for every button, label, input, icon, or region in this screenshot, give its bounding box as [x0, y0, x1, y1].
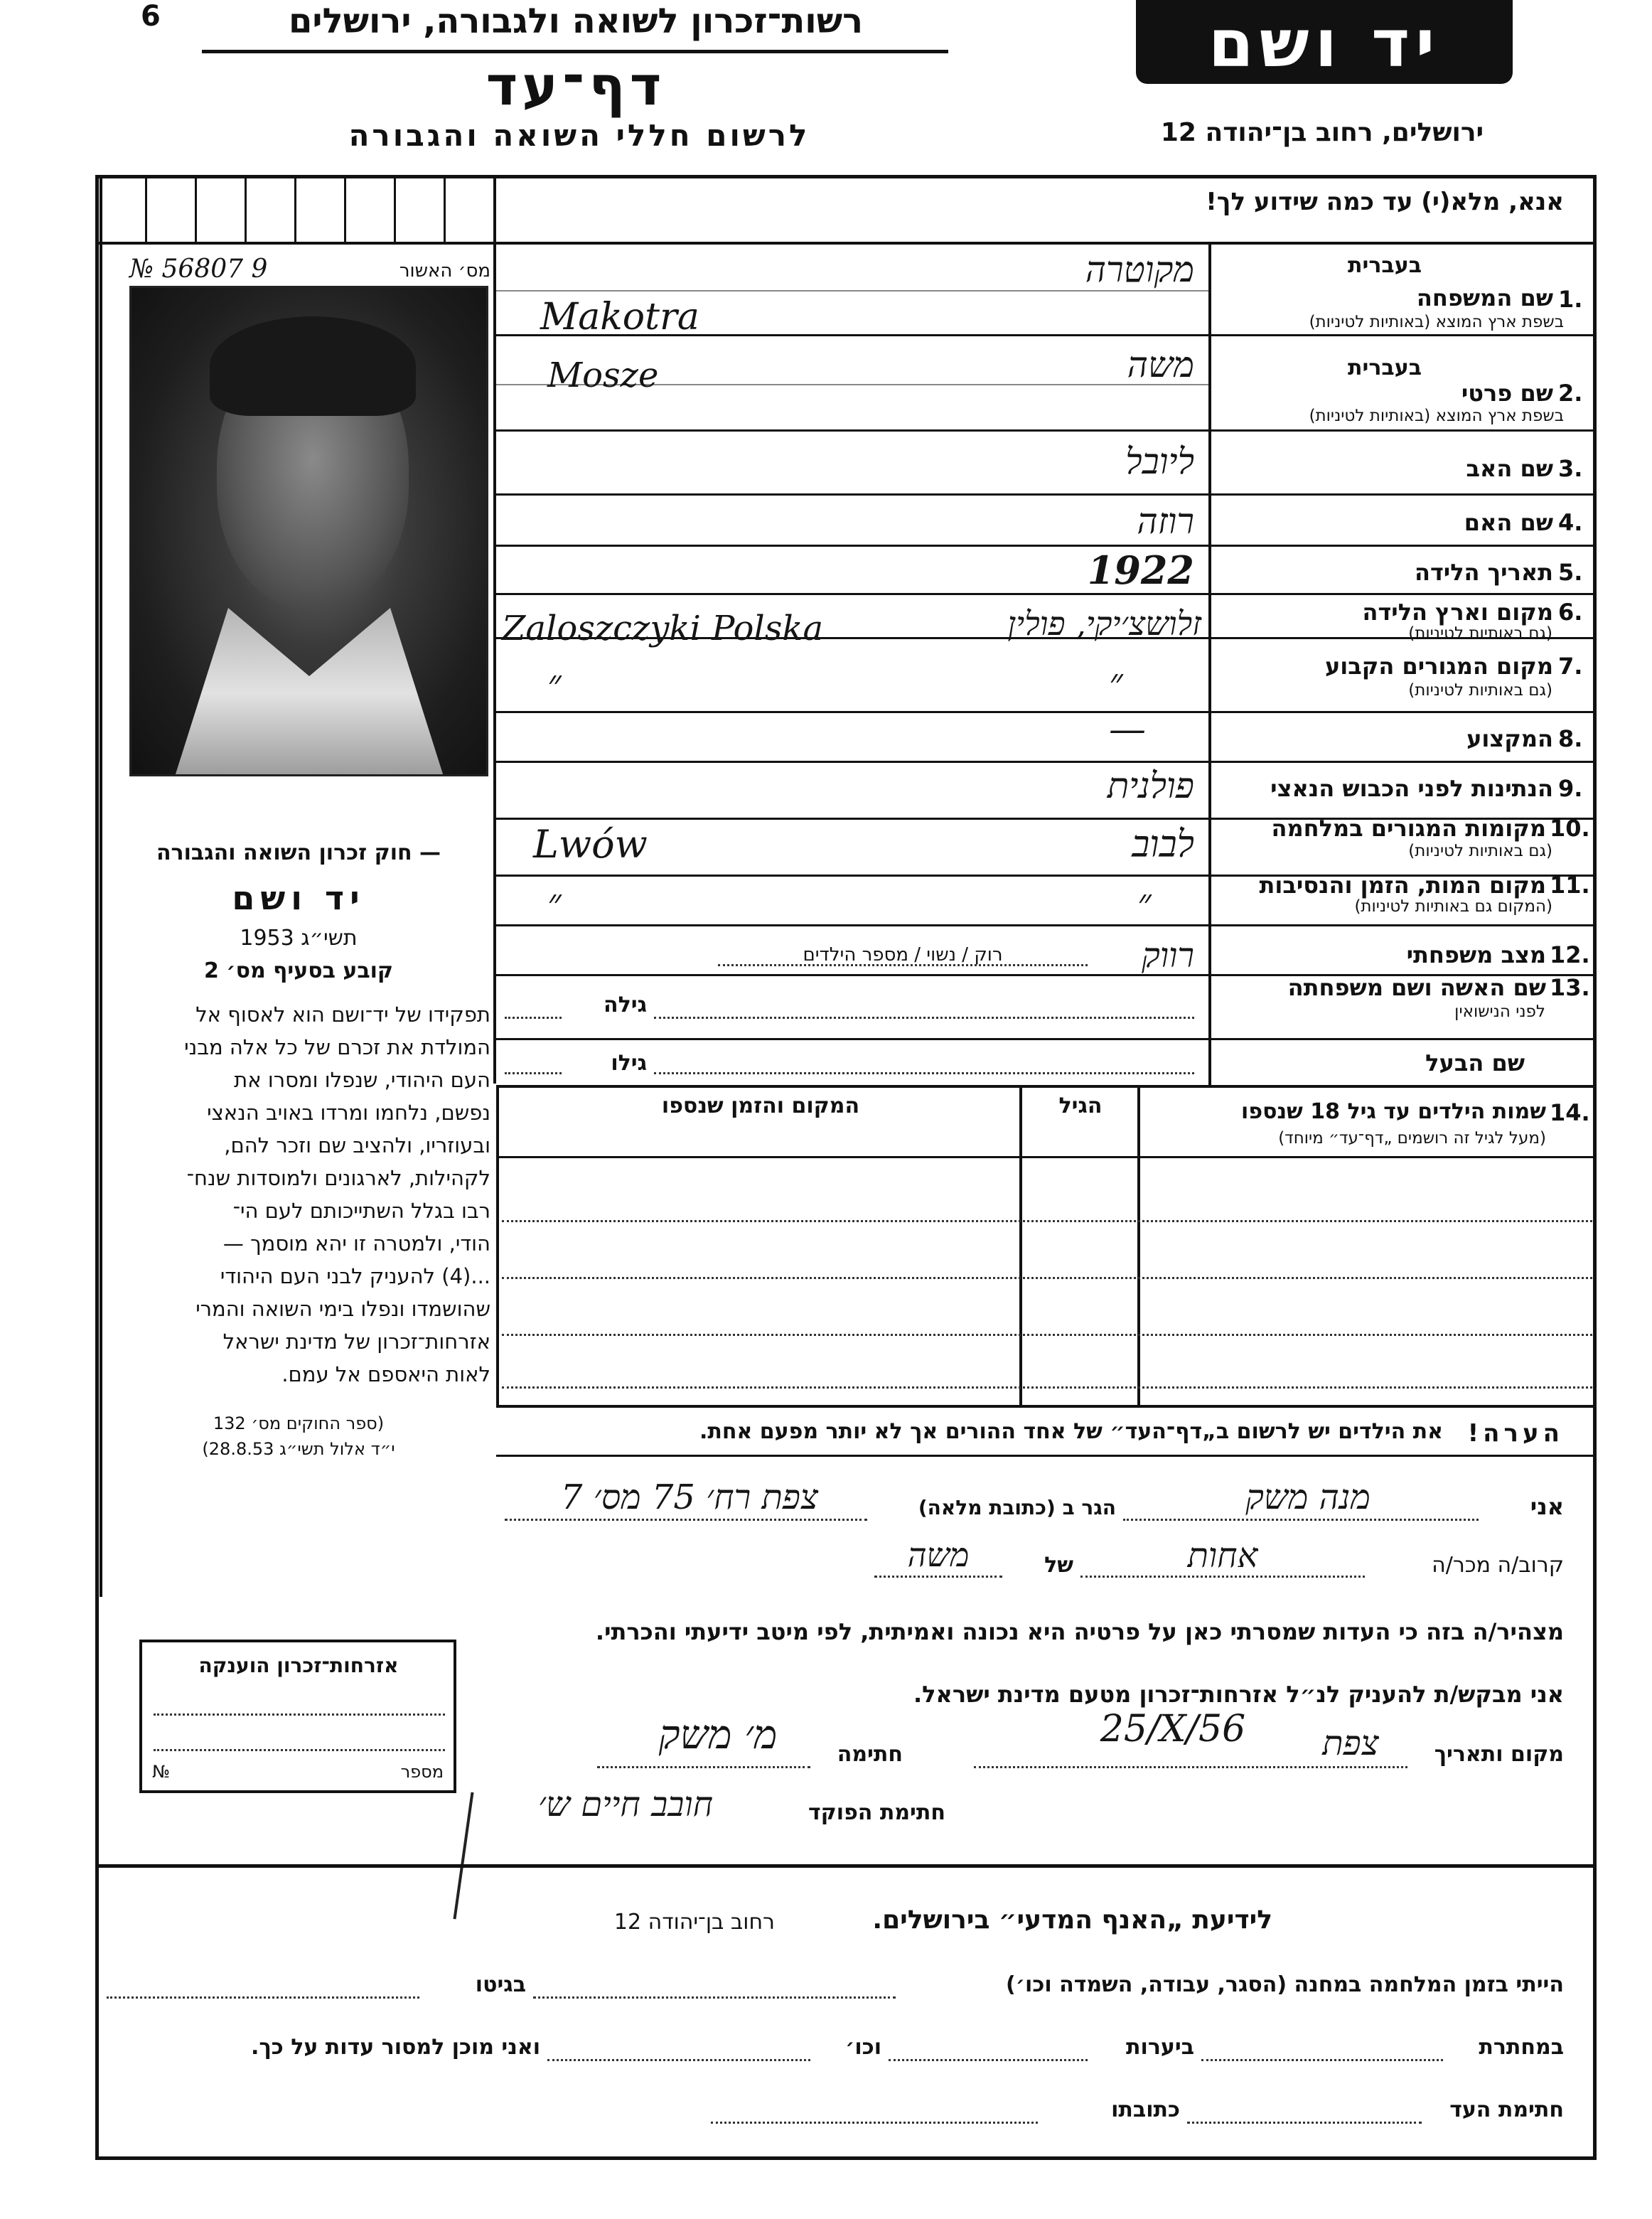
decl-statement2: אני מבקש/ת להעניק לנ״ל אזרחות־זכרון מטעם מדינת ישראל. [913, 1681, 1564, 1708]
law-line: שהושמדו ונפלו בימי השואה והמרי [195, 1297, 490, 1321]
field7-value-hebrew: ״ [1109, 661, 1123, 704]
law-line: תפקידו של יד־ושם הוא לאסוף אל [195, 1002, 490, 1027]
left-border [100, 175, 102, 1597]
law-line: אזרחות־זכרון של מדינת ישראל [222, 1330, 490, 1354]
decl-date: 25/X/56 [1100, 1708, 1246, 1750]
decl-name: מנה משק [1245, 1477, 1371, 1517]
field1-value-latin: Makotra [540, 296, 699, 338]
field1-hebrew-tag: בעברית [1348, 253, 1422, 278]
law-source1: (ספר החוקים מס׳ 132 [213, 1413, 385, 1433]
field12-options: רוק / נשוי / מספר הילדים [803, 944, 1003, 966]
field12-label: מצב משפחתי [1406, 941, 1546, 968]
logo-text: יד ושם [1208, 6, 1441, 82]
law-line: המולדת את זכרם של כל אלה מבני [184, 1035, 490, 1059]
bottom-heading: לידיעת „האנף המדעי״ בירושלים. [872, 1905, 1272, 1935]
law-line: הודי, ולמטרה זו יהא מוסמך — [222, 1231, 490, 1256]
decl-officer-signature: חובב חיים ש׳ [537, 1785, 714, 1824]
law-line: לקהילות, לארגונים ולמוסדות שנח־ [186, 1166, 490, 1190]
children-col-divider-3 [496, 1085, 499, 1405]
field13-label: שם האשה ושם משפחתה [1287, 974, 1546, 1001]
field7-label: מקום המגורים הקבוע [1324, 653, 1553, 680]
field3-value: ליובל [1125, 441, 1194, 482]
field11-sub: (המקום גם באותיות לטיניות) [1354, 897, 1552, 916]
field2-hebrew-tag: בעברית [1348, 355, 1422, 380]
children-col-divider-1 [1137, 1085, 1140, 1405]
decl-place: צפת [1322, 1723, 1379, 1763]
field10-value-hebrew: לבוב [1132, 823, 1194, 866]
field11-number: 11. [1550, 872, 1590, 899]
children-col-age: הגיל [1058, 1094, 1103, 1118]
form-subtitle: לרשום חללי השואה והגבורה [348, 118, 810, 153]
field2-value-hebrew: משה [1127, 344, 1194, 385]
field6-value-hebrew: זלושצ׳יקי, פולין [1007, 604, 1201, 643]
husband-label: שם הבעל [1425, 1049, 1525, 1076]
photo-column-divider [493, 175, 496, 1084]
field6-number: 6. [1558, 599, 1583, 626]
field7-number: 7. [1558, 653, 1583, 680]
field5-label: תאריך הלידה [1414, 559, 1553, 586]
field2-sub: בשפת ארץ המוצא (באותיות לטיניות) [1309, 407, 1564, 425]
field7-value-latin: ״ [547, 663, 562, 705]
yad-vashem-logo [1136, 0, 1513, 84]
law-title: — חוק זכרון השואה והגבורה [156, 840, 441, 865]
law-line: לאות היאספם אל עמם. [281, 1362, 490, 1386]
field3-number: 3. [1558, 455, 1583, 482]
field10-sub: (גם באותיות לטיניות) [1408, 842, 1552, 860]
decl-lives-at: הגר ב (כתובת מלאה) [918, 1496, 1116, 1519]
decl-relation-label: קרוב/ה מכר/ה [1432, 1553, 1564, 1578]
children-label: שמות הילדים עד גיל 18 שנספו [1241, 1099, 1546, 1124]
law-line: רבו בגלל השתייכותם לעם הי־ [232, 1199, 490, 1223]
decl-address: צפת רח׳ 75 מס׳ 7 [560, 1477, 819, 1517]
decl-of-label: של [1044, 1553, 1073, 1578]
field13-sub: לפני הנישואין [1454, 1002, 1545, 1021]
header-address: ירושלים, רחוב בן־יהודה 12 [1160, 118, 1484, 147]
bottom-line1: הייתי בזמן המלחמה במחנה (הסגר, עבודה, השמדה וכו׳) [1006, 1972, 1564, 1997]
field8-label: המקצוע [1466, 725, 1553, 752]
field8-value: — [1109, 708, 1146, 751]
field8-number: 8. [1558, 725, 1583, 752]
field2-number: 2. [1558, 380, 1583, 407]
form-title: דף־עד [486, 54, 666, 117]
field9-value: פולנית [1107, 765, 1194, 806]
stamp-box-title: אזרחות־זכרון הוענקה [198, 1654, 399, 1677]
registration-number: № 56807 9 [129, 255, 268, 284]
law-name: יד ושם [232, 879, 365, 917]
field12-value: רווק [1142, 936, 1194, 975]
field1-sub: בשפת ארץ המוצא (באותיות לטיניות) [1309, 313, 1564, 331]
bottom-line3-mid: כתובתו [1111, 2097, 1180, 2122]
children-sub: (מעל לגיל זה רושמים „דף־עד״ מיוחד) [1278, 1129, 1546, 1148]
field1-value-hebrew: מקוטרה [1085, 249, 1194, 290]
field7-sub: (גם באותיות לטיניות) [1408, 681, 1552, 700]
field10-number: 10. [1550, 815, 1590, 842]
authority-underline [202, 50, 948, 53]
field6-sub: (גם באותיות לטיניות) [1408, 624, 1552, 643]
field11-label: מקום המות, הזמן והנסיבות [1259, 872, 1546, 899]
field6-label: מקום וארץ הלידה [1362, 599, 1553, 626]
decl-statement1: מצהיר/ה בזה כי העדות שמסרתי כאן על פרטיה היא נכונה ואמיתית, לפי מיטב ידיעתי והכרתי. [595, 1618, 1564, 1645]
page-number: 6 [141, 0, 161, 33]
stamp-box-number-label: מספר [400, 1762, 444, 1782]
children-col-divider-2 [1019, 1085, 1022, 1405]
field11-value-latin: ״ [547, 882, 562, 924]
field4-value: רוזה [1137, 501, 1194, 542]
field9-label: הנתינות לפני הכבוש הנאצי [1270, 775, 1553, 802]
field3-label: שם האב [1466, 455, 1553, 482]
law-text [107, 1002, 490, 1395]
law-line: העם היהודי, שנפלו ומסרו את [234, 1068, 490, 1092]
code-boxes [102, 178, 493, 242]
field5-value: 1922 [1087, 547, 1194, 593]
field9-number: 9. [1558, 775, 1583, 802]
field5-number: 5. [1558, 559, 1583, 586]
bottom-section-divider [95, 1864, 1597, 1868]
citizenship-stamp-box [139, 1640, 456, 1793]
law-source2: י״ד אלול תשי״ג 28.8.53) [202, 1439, 395, 1459]
field6-value-latin: Zaloszczyki Polska [502, 609, 824, 648]
husband-age-label: גילו [611, 1051, 647, 1076]
bottom-line3-start: חתימת העד [1449, 2097, 1564, 2122]
children-col-place: המקום והזמן שנספו [661, 1094, 860, 1118]
children-number: 14. [1550, 1099, 1590, 1126]
law-line: ובעוזריו, ולהציב שם וזכר להם, [224, 1133, 490, 1157]
portrait-photo [129, 286, 488, 776]
field2-label: שם פרטי [1461, 380, 1553, 407]
note-label: הערה! [1467, 1419, 1564, 1448]
decl-place-date-label: מקום ותאריך [1434, 1742, 1564, 1767]
field2-value-latin: Mosze [547, 355, 659, 395]
field4-label: שם האם [1464, 509, 1553, 536]
field12-number: 12. [1550, 941, 1590, 968]
law-line: ...(4) להעניק לבני העם היהודי [220, 1264, 490, 1288]
instructions: אנא, מלא(י) עד כמה שידוע לך! [1206, 188, 1564, 216]
decl-i-label: אני [1530, 1493, 1564, 1520]
bottom-line2-mid2: וכו׳ [845, 2035, 881, 2060]
field4-number: 4. [1558, 509, 1583, 536]
field13-number: 13. [1550, 974, 1590, 1001]
law-line: נפשם, נלחמו ומרדו באויב הנאצי [207, 1101, 490, 1125]
decl-of-value: משה [907, 1536, 970, 1574]
field10-value-latin: Lwów [533, 822, 648, 867]
field10-label: מקומות המגורים במלחמה [1271, 815, 1546, 842]
field13-age-label: גילה [604, 993, 647, 1017]
law-year: תשי״ג 1953 [240, 926, 358, 951]
bottom-line2-start: במחתרת [1479, 2035, 1564, 2060]
bottom-line1-end: בגיטו [475, 1972, 526, 1997]
bottom-address: רחוב בן־יהודה 12 [613, 1910, 775, 1935]
authority-title: רשות־זכרון לשואה ולגבורה, ירושלים [288, 1, 864, 41]
note-text: את הילדים יש לרשום ב„דף־העד״ של אחד ההורים אך לא יותר מפעם אחת. [699, 1419, 1443, 1444]
top-strip-divider [95, 242, 1597, 245]
bottom-line2-end: ואני מוכן למסור עדות על כך. [251, 2035, 540, 2060]
bottom-line2-mid1: ביערות [1126, 2035, 1194, 2060]
decl-signature-label: חתימה [837, 1742, 903, 1767]
field1-number: 1. [1558, 286, 1583, 313]
decl-signature: מ׳ משק [658, 1712, 778, 1758]
field11-value-hebrew: ״ [1137, 882, 1152, 924]
law-clause: קובע בסעיף מס׳ 2 [203, 958, 394, 983]
decl-relation: אחות [1187, 1536, 1258, 1576]
decl-officer-label: חתימת הפוקד [808, 1800, 945, 1825]
field1-label: שם המשפחה [1416, 284, 1553, 311]
registration-label: מס׳ האשור [399, 260, 490, 282]
stamp-box-number-sign: № [152, 1762, 170, 1782]
